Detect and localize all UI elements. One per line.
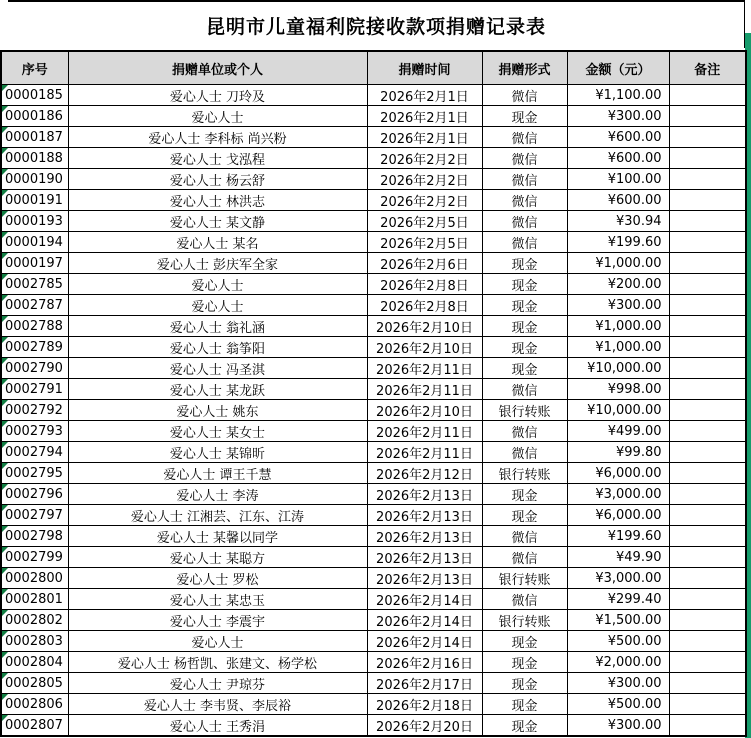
error-indicator-icon: [2, 127, 8, 133]
remark-cell[interactable]: [669, 400, 746, 421]
column-header-amount[interactable]: 金额（元）: [567, 51, 669, 85]
date-cell[interactable]: 2026年2月5日: [367, 211, 482, 232]
method-cell[interactable]: 银行转账: [482, 463, 567, 484]
table-row: [1, 589, 746, 610]
donor-cell[interactable]: 爱心人士 某名: [68, 232, 367, 253]
amount-cell[interactable]: ¥300.00: [567, 673, 669, 694]
error-indicator-icon: [2, 484, 8, 490]
error-indicator-icon: [2, 463, 8, 469]
error-indicator-icon: [2, 295, 8, 301]
date-cell[interactable]: 2026年2月10日: [367, 400, 482, 421]
error-indicator-icon: [2, 274, 8, 280]
date-cell[interactable]: 2026年2月14日: [367, 631, 482, 652]
remark-cell[interactable]: [669, 442, 746, 463]
remark-cell[interactable]: [669, 610, 746, 631]
method-cell[interactable]: 现金: [482, 295, 567, 316]
error-indicator-icon: [2, 211, 8, 217]
serial-cell[interactable]: 0002801: [1, 589, 68, 610]
date-cell[interactable]: 2026年2月11日: [367, 379, 482, 400]
error-indicator-icon: [2, 715, 8, 721]
method-cell[interactable]: 现金: [482, 358, 567, 379]
date-cell[interactable]: 2026年2月11日: [367, 442, 482, 463]
donor-cell[interactable]: 爱心人士 罗松: [68, 568, 367, 589]
remark-cell[interactable]: [669, 148, 746, 169]
serial-cell[interactable]: 0002789: [1, 337, 68, 358]
remark-cell[interactable]: [669, 337, 746, 358]
error-indicator-icon: [2, 316, 8, 322]
remark-cell[interactable]: [669, 85, 746, 106]
serial-cell[interactable]: 0002807: [1, 715, 68, 737]
serial-cell[interactable]: 0002800: [1, 568, 68, 589]
donor-cell[interactable]: 爱心人士 某聪方: [68, 547, 367, 568]
donor-cell[interactable]: 爱心人士 某馨以同学: [68, 526, 367, 547]
error-indicator-icon: [2, 253, 8, 259]
donor-cell[interactable]: 爱心人士: [68, 631, 367, 652]
method-cell[interactable]: 微信: [482, 421, 567, 442]
donor-cell[interactable]: 爱心人士 刀玲及: [68, 85, 367, 106]
error-indicator-icon: [2, 442, 8, 448]
error-indicator-icon: [2, 106, 8, 112]
amount-cell[interactable]: ¥10,000.00: [567, 358, 669, 379]
donor-cell[interactable]: 爱心人士 江湘芸、江东、江涛: [68, 505, 367, 526]
method-cell[interactable]: 微信: [482, 526, 567, 547]
amount-cell[interactable]: ¥500.00: [567, 694, 669, 715]
amount-cell[interactable]: ¥600.00: [567, 190, 669, 211]
donor-cell[interactable]: 爱心人士 谭王千慧: [68, 463, 367, 484]
remark-cell[interactable]: [669, 232, 746, 253]
serial-cell[interactable]: 0000194: [1, 232, 68, 253]
amount-cell[interactable]: ¥10,000.00: [567, 400, 669, 421]
method-cell[interactable]: 现金: [482, 316, 567, 337]
error-indicator-icon: [2, 568, 8, 574]
table-row: [1, 652, 746, 673]
amount-cell[interactable]: ¥1,000.00: [567, 337, 669, 358]
date-cell[interactable]: 2026年2月14日: [367, 610, 482, 631]
serial-cell[interactable]: 0000190: [1, 169, 68, 190]
serial-cell[interactable]: 0000188: [1, 148, 68, 169]
table-row: [1, 484, 746, 505]
error-indicator-icon: [2, 652, 8, 658]
header-row: [1, 51, 746, 85]
date-cell[interactable]: 2026年2月5日: [367, 232, 482, 253]
method-cell[interactable]: 现金: [482, 106, 567, 127]
error-indicator-icon: [2, 547, 8, 553]
method-cell[interactable]: 微信: [482, 379, 567, 400]
amount-cell[interactable]: ¥3,000.00: [567, 484, 669, 505]
serial-cell[interactable]: 0002804: [1, 652, 68, 673]
remark-cell[interactable]: [669, 295, 746, 316]
serial-cell[interactable]: 0002803: [1, 631, 68, 652]
amount-cell[interactable]: ¥99.80: [567, 442, 669, 463]
table-row: [1, 442, 746, 463]
amount-cell[interactable]: ¥6,000.00: [567, 505, 669, 526]
amount-cell[interactable]: ¥1,000.00: [567, 253, 669, 274]
amount-cell[interactable]: ¥299.40: [567, 589, 669, 610]
date-cell[interactable]: 2026年2月2日: [367, 148, 482, 169]
remark-cell[interactable]: [669, 274, 746, 295]
donor-cell[interactable]: 爱心人士 尹琼芬: [68, 673, 367, 694]
error-indicator-icon: [2, 631, 8, 637]
date-cell[interactable]: 2026年2月14日: [367, 589, 482, 610]
serial-cell[interactable]: 0002802: [1, 610, 68, 631]
table-row: [1, 505, 746, 526]
amount-cell[interactable]: ¥200.00: [567, 274, 669, 295]
donor-cell[interactable]: 爱心人士 姚东: [68, 400, 367, 421]
error-indicator-icon: [2, 673, 8, 679]
date-cell[interactable]: 2026年2月8日: [367, 295, 482, 316]
serial-cell[interactable]: 0002788: [1, 316, 68, 337]
error-indicator-icon: [2, 379, 8, 385]
donor-cell[interactable]: 爱心人士: [68, 106, 367, 127]
date-cell[interactable]: 2026年2月11日: [367, 421, 482, 442]
table-row: [1, 694, 746, 715]
error-indicator-icon: [2, 610, 8, 616]
method-cell[interactable]: 微信: [482, 127, 567, 148]
amount-cell[interactable]: ¥300.00: [567, 295, 669, 316]
amount-cell[interactable]: ¥199.60: [567, 526, 669, 547]
amount-cell[interactable]: ¥199.60: [567, 232, 669, 253]
column-header-method[interactable]: 捐赠形式: [482, 51, 567, 85]
amount-cell[interactable]: ¥500.00: [567, 631, 669, 652]
date-cell[interactable]: 2026年2月13日: [367, 505, 482, 526]
remark-cell[interactable]: [669, 652, 746, 673]
date-cell[interactable]: 2026年2月10日: [367, 316, 482, 337]
donor-cell[interactable]: 爱心人士 李韦贤、李辰裕: [68, 694, 367, 715]
method-cell[interactable]: 微信: [482, 169, 567, 190]
remark-cell[interactable]: [669, 673, 746, 694]
method-cell[interactable]: 银行转账: [482, 568, 567, 589]
error-indicator-icon: [2, 190, 8, 196]
table-row: [1, 547, 746, 568]
table-row: [1, 316, 746, 337]
donor-cell[interactable]: 爱心人士: [68, 274, 367, 295]
serial-cell[interactable]: 0002792: [1, 400, 68, 421]
method-cell[interactable]: 微信: [482, 190, 567, 211]
serial-cell[interactable]: 0002790: [1, 358, 68, 379]
serial-cell[interactable]: 0002805: [1, 673, 68, 694]
method-cell[interactable]: 微信: [482, 211, 567, 232]
method-cell[interactable]: 现金: [482, 253, 567, 274]
date-cell[interactable]: 2026年2月2日: [367, 190, 482, 211]
error-indicator-icon: [2, 232, 8, 238]
amount-cell[interactable]: ¥300.00: [567, 106, 669, 127]
serial-cell[interactable]: 0002793: [1, 421, 68, 442]
serial-cell[interactable]: 0002795: [1, 463, 68, 484]
table-row: [1, 190, 746, 211]
table-row: [1, 526, 746, 547]
method-cell[interactable]: 现金: [482, 505, 567, 526]
table-row: [1, 169, 746, 190]
amount-cell[interactable]: ¥30.94: [567, 211, 669, 232]
date-cell[interactable]: 2026年2月13日: [367, 568, 482, 589]
date-cell[interactable]: 2026年2月16日: [367, 652, 482, 673]
table-row: [1, 211, 746, 232]
donor-cell[interactable]: 爱心人士 某女士: [68, 421, 367, 442]
date-cell[interactable]: 2026年2月6日: [367, 253, 482, 274]
table-row: [1, 463, 746, 484]
method-cell[interactable]: 微信: [482, 442, 567, 463]
donation-records-table: [0, 50, 747, 737]
donor-cell[interactable]: 爱心人士 翁礼涵: [68, 316, 367, 337]
method-cell[interactable]: 现金: [482, 652, 567, 673]
donor-cell[interactable]: 爱心人士 杨哲凯、张建文、杨学松: [68, 652, 367, 673]
donor-cell[interactable]: 爱心人士 李涛: [68, 484, 367, 505]
remark-cell[interactable]: [669, 547, 746, 568]
remark-cell[interactable]: [669, 127, 746, 148]
table-row: [1, 610, 746, 631]
method-cell[interactable]: 微信: [482, 589, 567, 610]
donor-cell[interactable]: 爱心人士 翁筝阳: [68, 337, 367, 358]
remark-cell[interactable]: [669, 589, 746, 610]
table-row: [1, 400, 746, 421]
method-cell[interactable]: 现金: [482, 715, 567, 737]
method-cell[interactable]: 银行转账: [482, 610, 567, 631]
serial-cell[interactable]: 0002787: [1, 295, 68, 316]
remark-cell[interactable]: [669, 526, 746, 547]
remark-cell[interactable]: [669, 631, 746, 652]
page-title: 昆明市儿童福利院接收款项捐赠记录表: [205, 15, 546, 38]
amount-cell[interactable]: ¥2,000.00: [567, 652, 669, 673]
error-indicator-icon: [2, 589, 8, 595]
remark-cell[interactable]: [669, 484, 746, 505]
remark-cell[interactable]: [669, 379, 746, 400]
remark-cell[interactable]: [669, 463, 746, 484]
serial-cell[interactable]: 0002799: [1, 547, 68, 568]
remark-cell[interactable]: [669, 190, 746, 211]
amount-cell[interactable]: ¥3,000.00: [567, 568, 669, 589]
serial-cell[interactable]: 0000185: [1, 85, 68, 106]
donor-cell[interactable]: 爱心人士 杨云舒: [68, 169, 367, 190]
table-row: [1, 253, 746, 274]
table-row: [1, 379, 746, 400]
error-indicator-icon: [2, 526, 8, 532]
donor-cell[interactable]: 爱心人士 王秀涓: [68, 715, 367, 737]
date-cell[interactable]: 2026年2月12日: [367, 463, 482, 484]
table-row: [1, 631, 746, 652]
remark-cell[interactable]: [669, 421, 746, 442]
error-indicator-icon: [2, 169, 8, 175]
amount-cell[interactable]: ¥600.00: [567, 127, 669, 148]
method-cell[interactable]: 现金: [482, 274, 567, 295]
method-cell[interactable]: 微信: [482, 547, 567, 568]
serial-cell[interactable]: 0002806: [1, 694, 68, 715]
serial-cell[interactable]: 0000191: [1, 190, 68, 211]
table-row: [1, 673, 746, 694]
serial-cell[interactable]: 0000197: [1, 253, 68, 274]
amount-cell[interactable]: ¥6,000.00: [567, 463, 669, 484]
column-header-remark[interactable]: 备注: [669, 51, 746, 85]
donor-cell[interactable]: 爱心人士 李科标 尚兴粉: [68, 127, 367, 148]
serial-cell[interactable]: 0000187: [1, 127, 68, 148]
table-row: [1, 715, 746, 737]
method-cell[interactable]: 现金: [482, 484, 567, 505]
method-cell[interactable]: 微信: [482, 148, 567, 169]
amount-cell[interactable]: ¥1,500.00: [567, 610, 669, 631]
amount-cell[interactable]: ¥49.90: [567, 547, 669, 568]
serial-cell[interactable]: 0002797: [1, 505, 68, 526]
error-indicator-icon: [2, 337, 8, 343]
serial-cell[interactable]: 0002794: [1, 442, 68, 463]
donor-cell[interactable]: 爱心人士 某锦昕: [68, 442, 367, 463]
table-row: [1, 337, 746, 358]
remark-cell[interactable]: [669, 253, 746, 274]
table-row: [1, 568, 746, 589]
amount-cell[interactable]: ¥300.00: [567, 715, 669, 737]
date-cell[interactable]: 2026年2月8日: [367, 274, 482, 295]
amount-cell[interactable]: ¥1,100.00: [567, 85, 669, 106]
amount-cell[interactable]: ¥600.00: [567, 148, 669, 169]
method-cell[interactable]: 银行转账: [482, 400, 567, 421]
remark-cell[interactable]: [669, 316, 746, 337]
date-cell[interactable]: 2026年2月17日: [367, 673, 482, 694]
amount-cell[interactable]: ¥998.00: [567, 379, 669, 400]
table-row: [1, 274, 746, 295]
title-cell[interactable]: [8, 0, 745, 48]
serial-cell[interactable]: 0002796: [1, 484, 68, 505]
donor-cell[interactable]: 爱心人士 冯圣淇: [68, 358, 367, 379]
serial-cell[interactable]: 0002785: [1, 274, 68, 295]
remark-cell[interactable]: [669, 211, 746, 232]
donor-cell[interactable]: 爱心人士 某龙跃: [68, 379, 367, 400]
donor-cell[interactable]: 爱心人士 彭庆军全家: [68, 253, 367, 274]
method-cell[interactable]: 微信: [482, 85, 567, 106]
date-cell[interactable]: 2026年2月1日: [367, 127, 482, 148]
date-cell[interactable]: 2026年2月1日: [367, 85, 482, 106]
table-row: [1, 85, 746, 106]
serial-cell[interactable]: 0002791: [1, 379, 68, 400]
serial-cell[interactable]: 0000193: [1, 211, 68, 232]
method-cell[interactable]: 现金: [482, 631, 567, 652]
table-row: [1, 106, 746, 127]
column-header-donor[interactable]: 捐赠单位或个人: [68, 51, 367, 85]
amount-cell[interactable]: ¥499.00: [567, 421, 669, 442]
method-cell[interactable]: 现金: [482, 337, 567, 358]
remark-cell[interactable]: [669, 505, 746, 526]
date-cell[interactable]: 2026年2月18日: [367, 694, 482, 715]
table-row: [1, 358, 746, 379]
error-indicator-icon: [2, 85, 8, 91]
remark-cell[interactable]: [669, 169, 746, 190]
table-row: [1, 232, 746, 253]
error-indicator-icon: [2, 694, 8, 700]
donor-cell[interactable]: 爱心人士 李震宇: [68, 610, 367, 631]
date-cell[interactable]: 2026年2月11日: [367, 358, 482, 379]
date-cell[interactable]: 2026年2月10日: [367, 337, 482, 358]
date-cell[interactable]: 2026年2月13日: [367, 484, 482, 505]
donor-cell[interactable]: 爱心人士: [68, 295, 367, 316]
remark-cell[interactable]: [669, 715, 746, 737]
error-indicator-icon: [2, 400, 8, 406]
remark-cell[interactable]: [669, 106, 746, 127]
table-row: [1, 295, 746, 316]
serial-cell[interactable]: 0000186: [1, 106, 68, 127]
table-row: [1, 148, 746, 169]
column-header-date[interactable]: 捐赠时间: [367, 51, 482, 85]
date-cell[interactable]: 2026年2月1日: [367, 106, 482, 127]
error-indicator-icon: [2, 358, 8, 364]
amount-cell[interactable]: ¥100.00: [567, 169, 669, 190]
method-cell[interactable]: 现金: [482, 694, 567, 715]
column-header-serial[interactable]: 序号: [1, 51, 68, 85]
donor-cell[interactable]: 爱心人士 林洪志: [68, 190, 367, 211]
serial-cell[interactable]: 0002798: [1, 526, 68, 547]
donor-cell[interactable]: 爱心人士 某文静: [68, 211, 367, 232]
error-indicator-icon: [2, 505, 8, 511]
date-cell[interactable]: 2026年2月20日: [367, 715, 482, 737]
table-row: [1, 127, 746, 148]
remark-cell[interactable]: [669, 694, 746, 715]
donor-cell[interactable]: 爱心人士 戈泓程: [68, 148, 367, 169]
remark-cell[interactable]: [669, 358, 746, 379]
donor-cell[interactable]: 爱心人士 某忠玉: [68, 589, 367, 610]
error-indicator-icon: [2, 148, 8, 154]
table-row: [1, 421, 746, 442]
remark-cell[interactable]: [669, 568, 746, 589]
amount-cell[interactable]: ¥1,000.00: [567, 316, 669, 337]
method-cell[interactable]: 现金: [482, 673, 567, 694]
date-cell[interactable]: 2026年2月13日: [367, 547, 482, 568]
error-indicator-icon: [2, 421, 8, 427]
method-cell[interactable]: 微信: [482, 232, 567, 253]
date-cell[interactable]: 2026年2月2日: [367, 169, 482, 190]
date-cell[interactable]: 2026年2月13日: [367, 526, 482, 547]
